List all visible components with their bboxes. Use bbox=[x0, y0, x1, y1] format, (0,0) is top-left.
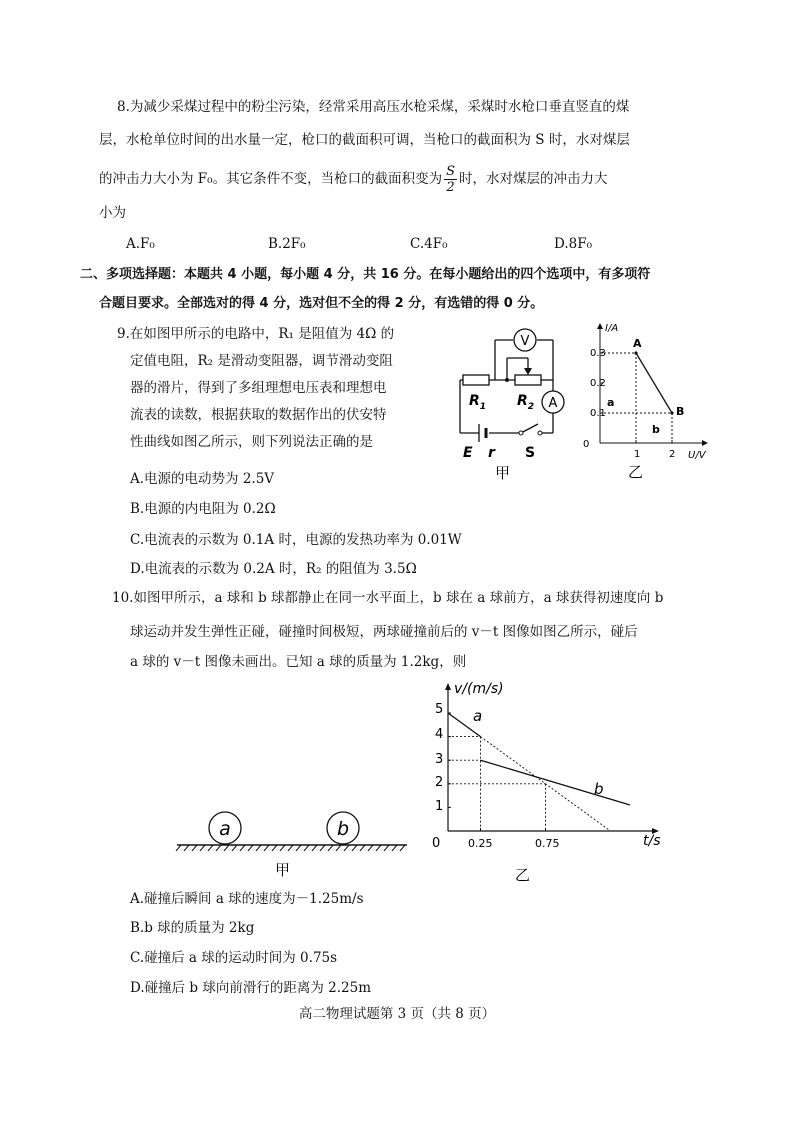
q9-ytick-0.1: 0.1 bbox=[590, 408, 606, 419]
q9-graph-caption: 乙 bbox=[628, 463, 644, 480]
q10-line-a-label: a bbox=[473, 707, 483, 725]
q9-option-d: D.电流表的示数为 0.2A 时，R₂ 的阻值为 3.5Ω bbox=[130, 561, 417, 577]
q8-frac-num: S bbox=[446, 164, 455, 179]
q9-origin-label: 0 bbox=[583, 439, 590, 450]
q10-line-3: a 球的 v－t 图像未画出。已知 a 球的质量为 1.2kg，则 bbox=[130, 654, 467, 670]
q8-option-a: A.F₀ bbox=[126, 236, 155, 252]
q8-line-2: 层，水枪单位时间的出水量一定，枪口的截面积可调，当枪口的截面积为 S 时，水对煤层 bbox=[99, 132, 630, 148]
hatch-mark bbox=[208, 845, 213, 851]
hatch-mark bbox=[336, 845, 341, 851]
q9-series-ab-line bbox=[636, 353, 672, 413]
ball-b-label: b bbox=[336, 818, 350, 840]
q9-option-c: C.电流表的示数为 0.1A 时，电源的发热功率为 0.01W bbox=[130, 532, 462, 548]
q8-frac-den: 2 bbox=[446, 180, 455, 195]
q8-option-c: C.4F₀ bbox=[410, 236, 448, 252]
q10-xlabel: t/s bbox=[643, 833, 661, 849]
q10-ylabel: v/(m/s) bbox=[454, 681, 504, 697]
q10-line-2: 球运动并发生弹性正碰，碰撞时间极短，两球碰撞前后的 v－t 图像如图乙所示，碰后 bbox=[130, 624, 638, 640]
q10-ytick-5: 5 bbox=[435, 702, 444, 717]
q9-point-b-label: B bbox=[676, 405, 685, 418]
q10-y-axis-arrow-icon bbox=[445, 683, 451, 690]
q9-point-a bbox=[634, 351, 637, 354]
q10-origin-label: 0 bbox=[432, 836, 441, 851]
q9-xlabel: U/V bbox=[688, 450, 706, 461]
hatch-mark bbox=[304, 845, 309, 851]
q10-xtick-0.25: 0.25 bbox=[468, 837, 493, 850]
q9-iu-graph bbox=[580, 315, 725, 480]
q10-ball-scene bbox=[175, 800, 415, 885]
q10-xtick-0.75: 0.75 bbox=[535, 837, 560, 850]
q10-ytick-1: 1 bbox=[435, 799, 444, 814]
q8-line-3a: 的冲击力大小为 F₀。其它条件不变，当枪口的截面积变为 bbox=[99, 171, 443, 187]
hatch-mark bbox=[400, 845, 405, 851]
hatch-mark bbox=[352, 845, 357, 851]
voltmeter-label: V bbox=[520, 334, 530, 349]
q10-graph-caption: 乙 bbox=[515, 866, 531, 884]
q8-fraction bbox=[444, 164, 457, 195]
q10-line-b-label: b bbox=[594, 780, 604, 798]
q9-y-axis-arrow-icon bbox=[597, 323, 603, 329]
internal-resistance-label: r bbox=[488, 445, 495, 461]
q8-line-4: 小为 bbox=[99, 205, 126, 221]
ball-a-label: a bbox=[219, 818, 231, 840]
q8-option-d: D.8F₀ bbox=[554, 236, 593, 252]
q10-vt-graph bbox=[420, 675, 680, 885]
q8-line-1: 8.为减少采煤过程中的粉尘污染，经常采用高压水枪采煤，采煤时水枪口垂直竖直的煤 bbox=[117, 99, 630, 115]
q9-circuit-diagram bbox=[445, 320, 580, 485]
q9-xtick-1: 1 bbox=[634, 449, 641, 460]
section2-line-1: 二、多项选择题：本题共 4 小题，每小题 4 分，共 16 分。在每小题给出的四个选项中，有多项符 bbox=[80, 267, 651, 282]
q9-region-b-label: b bbox=[652, 423, 660, 436]
hatch-mark bbox=[256, 845, 261, 851]
q9-line-3: 器的滑片，得到了多组理想电压表和理想电 bbox=[130, 380, 387, 396]
q9-option-a: A.电源的电动势为 2.5V bbox=[130, 471, 275, 487]
q9-ytick-0.2: 0.2 bbox=[590, 378, 606, 389]
q10-graph-plot bbox=[445, 683, 659, 834]
emf-label: E bbox=[463, 445, 473, 461]
q8-option-b: B.2F₀ bbox=[268, 236, 306, 252]
page-footer: 高二物理试题第 3 页（共 8 页） bbox=[298, 1006, 496, 1022]
q10-option-c: C.碰撞后 a 球的运动时间为 0.75s bbox=[130, 950, 338, 966]
hatch-mark bbox=[272, 845, 277, 851]
hatch-mark bbox=[376, 845, 381, 851]
q9-xtick-2: 2 bbox=[669, 449, 676, 460]
q9-line-5: 性曲线如图乙所示，则下列说法正确的是 bbox=[130, 434, 373, 450]
q9-point-b bbox=[670, 411, 673, 414]
hatch-mark bbox=[200, 845, 205, 851]
q10-option-a: A.碰撞后瞬间 a 球的速度为－1.25m/s bbox=[130, 891, 364, 907]
hatch-mark bbox=[360, 845, 365, 851]
q9-x-axis-arrow-icon bbox=[702, 440, 708, 446]
hatch-mark bbox=[240, 845, 245, 851]
q10-ytick-3: 3 bbox=[435, 752, 444, 767]
hatch-mark bbox=[384, 845, 389, 851]
q8-line-3b: 时，水对煤层的冲击力大 bbox=[458, 171, 608, 187]
hatch-mark bbox=[264, 845, 269, 851]
section2-line-2: 合题目要求。全部选对的得 4 分，选对但不全的得 2 分，有选错的得 0 分。 bbox=[99, 296, 544, 311]
q10-ytick-2: 2 bbox=[435, 775, 444, 790]
q9-region-a-label: a bbox=[607, 396, 615, 409]
hatch-mark bbox=[232, 845, 237, 851]
hatch-mark bbox=[344, 845, 349, 851]
hatch-mark bbox=[296, 845, 301, 851]
q9-line-1: 9.在如图甲所示的电路中，R₁ 是阻值为 4Ω 的 bbox=[117, 326, 395, 342]
q9-ylabel: I/A bbox=[605, 323, 619, 334]
switch-label: S bbox=[525, 445, 536, 461]
q10-option-b: B.b 球的质量为 2kg bbox=[130, 920, 255, 936]
hatch-mark bbox=[224, 845, 229, 851]
hatch-mark bbox=[184, 845, 189, 851]
circuit-caption: 甲 bbox=[495, 464, 511, 482]
hatch-mark bbox=[288, 845, 293, 851]
r1-label: $R_1$ bbox=[469, 393, 487, 412]
hatch-mark bbox=[328, 845, 333, 851]
slider-arrow-icon bbox=[524, 368, 532, 375]
rheostat-r2 bbox=[515, 375, 541, 385]
q9-option-b: B.电源的内电阻为 0.2Ω bbox=[130, 501, 276, 517]
q10-ytick-4: 4 bbox=[435, 727, 444, 742]
q10-scene-caption: 甲 bbox=[275, 861, 291, 879]
q8-line-3 bbox=[99, 164, 607, 195]
hatch-mark bbox=[176, 845, 181, 851]
hatch-mark bbox=[280, 845, 285, 851]
q9-line-2: 定值电阻，R₂ 是滑动变阻器，调节滑动变阻 bbox=[130, 353, 393, 369]
q10-line-1: 10.如图甲所示，a 球和 b 球都静止在同一水平面上，b 球在 a 球前方，a 球获得初速度向 b bbox=[112, 590, 664, 606]
hatch-mark bbox=[368, 845, 373, 851]
hatch-mark bbox=[312, 845, 317, 851]
q9-ytick-0.3: 0.3 bbox=[590, 348, 606, 359]
q9-line-4: 流表的读数，根据获取的数据作出的伏安特 bbox=[130, 407, 387, 423]
q9-point-a-label: A bbox=[633, 337, 642, 350]
ground-hatching bbox=[176, 845, 405, 851]
hatch-mark bbox=[216, 845, 221, 851]
resistor-r1 bbox=[463, 375, 489, 385]
ammeter-label: A bbox=[548, 396, 558, 411]
q10-option-d: D.碰撞后 b 球向前滑行的距离为 2.25m bbox=[130, 980, 372, 996]
hatch-mark bbox=[192, 845, 197, 851]
hatch-mark bbox=[248, 845, 253, 851]
r2-label: $R_2$ bbox=[517, 393, 535, 412]
q10-series-b-line bbox=[481, 760, 631, 805]
hatch-mark bbox=[320, 845, 325, 851]
hatch-mark bbox=[392, 845, 397, 851]
